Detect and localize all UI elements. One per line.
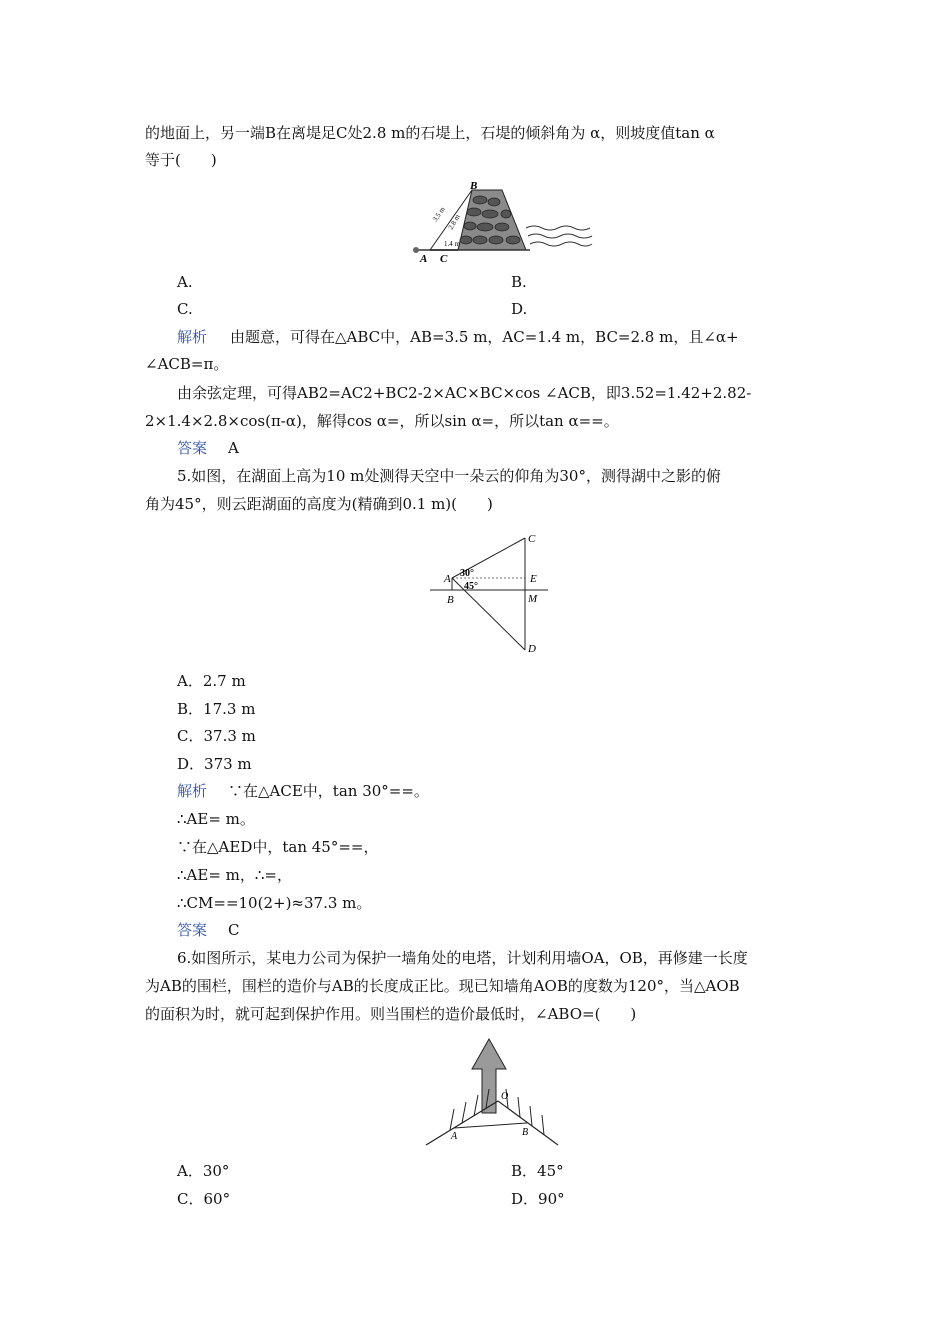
q5-analysis-line5: ∴CM==10(2+)≈37.3 m。 bbox=[177, 894, 372, 912]
q6-fig-point-o: O bbox=[501, 1091, 509, 1102]
q4-fig-label-ac: 1.4 m bbox=[444, 240, 460, 248]
q5-fig-point-a: A bbox=[444, 573, 451, 585]
q4-analysis-label: 解析 bbox=[177, 328, 208, 346]
q5-analysis-label: 解析 bbox=[177, 782, 208, 800]
q5-answer-label: 答案 bbox=[177, 921, 208, 939]
q5-fig-point-b: B bbox=[447, 594, 454, 606]
q4-analysis-line1: 由题意，可得在△ABC中，AB=3.5 m，AC=1.4 m，BC=2.8 m，且∠α+ bbox=[230, 328, 739, 346]
q6-fig-point-a: A bbox=[451, 1131, 458, 1142]
q4-option-a: A. bbox=[177, 273, 193, 291]
q6-text-line2: 为AB的围栏，围栏的造价与AB的长度成正比。现已知墙角AOB的度数为120°，当△AOB bbox=[145, 977, 740, 995]
q5-fig-angle-45: 45° bbox=[464, 581, 478, 592]
q6-option-c: C．60° bbox=[177, 1190, 231, 1208]
q4-fig-label-ab: 3.5 m bbox=[431, 205, 447, 224]
q4-figure-stone-dike bbox=[410, 180, 610, 266]
q6-option-a: A．30° bbox=[177, 1162, 230, 1180]
q5-text-line1: 5.如图，在湖面上高为10 m处测得天空中一朵云的仰角为30°，测得湖中之影的俯 bbox=[177, 467, 721, 485]
q6-text-line3: 的面积为时，就可起到保护作用。则当围栏的造价最低时，∠ABO=( ) bbox=[145, 1005, 637, 1023]
q5-option-d: D．373 m bbox=[177, 755, 252, 773]
q5-fig-point-e: E bbox=[530, 573, 537, 585]
q4-answer-label: 答案 bbox=[177, 439, 208, 457]
q6-option-b: B．45° bbox=[511, 1162, 564, 1180]
q5-option-c: C．37.3 m bbox=[177, 727, 256, 745]
q5-option-a: A．2.7 m bbox=[177, 672, 246, 690]
q4-analysis-line4: 2×1.4×2.8×cos(π-α)，解得cos α=，所以sin α=，所以tan α==。 bbox=[145, 412, 619, 430]
q6-text-line1: 6.如图所示，某电力公司为保护一墙角处的电塔，计划利用墙OA，OB，再修建一长度 bbox=[177, 949, 748, 967]
q4-option-b: B. bbox=[511, 273, 527, 291]
q5-analysis-line1: ∵在△ACE中，tan 30°==。 bbox=[228, 782, 429, 800]
q5-fig-point-m: M bbox=[528, 593, 538, 605]
q4-analysis-line3: 由余弦定理，可得AB2=AC2+BC2-2×AC×BC×cos ∠ACB，即3.52=1.42+2.82- bbox=[177, 384, 752, 402]
q4-fig-label-bc: 2.8 m bbox=[446, 213, 462, 231]
q4-option-c: C. bbox=[177, 300, 193, 318]
q5-figure-cloud-reflection bbox=[430, 530, 560, 655]
q5-analysis-line3: ∵在△AED中，tan 45°==， bbox=[177, 838, 379, 856]
q5-fig-point-c: C bbox=[528, 533, 536, 545]
q4-answer-value: A bbox=[228, 439, 239, 457]
q4-fig-point-a: A bbox=[420, 253, 428, 265]
q6-fig-point-b: B bbox=[522, 1127, 529, 1138]
q4-text-line1: 的地面上，另一端B在离堤足C处2.8 m的石堤上，石堤的倾斜角为 α，则坡度值tan α bbox=[145, 124, 715, 142]
q5-option-b: B．17.3 m bbox=[177, 700, 256, 718]
q5-fig-angle-30: 30° bbox=[460, 568, 474, 579]
q6-figure-power-tower-wall bbox=[424, 1037, 564, 1152]
q5-text-line2: 角为45°，则云距湖面的高度为(精确到0.1 m)( ) bbox=[145, 495, 493, 513]
q4-option-d: D. bbox=[511, 300, 528, 318]
q5-analysis-line2: ∴AE= m。 bbox=[177, 810, 255, 828]
q5-analysis-line4: ∴AE= m，∴=， bbox=[177, 866, 292, 884]
q5-fig-point-d: D bbox=[528, 643, 536, 655]
q4-text-line2: 等于( ) bbox=[145, 151, 217, 169]
q4-fig-point-c: C bbox=[440, 253, 448, 265]
q6-option-d: D．90° bbox=[511, 1190, 565, 1208]
q4-fig-point-b: B bbox=[470, 180, 478, 192]
q5-answer-value: C bbox=[228, 921, 240, 939]
q4-analysis-line2: ∠ACB=π。 bbox=[145, 355, 229, 373]
